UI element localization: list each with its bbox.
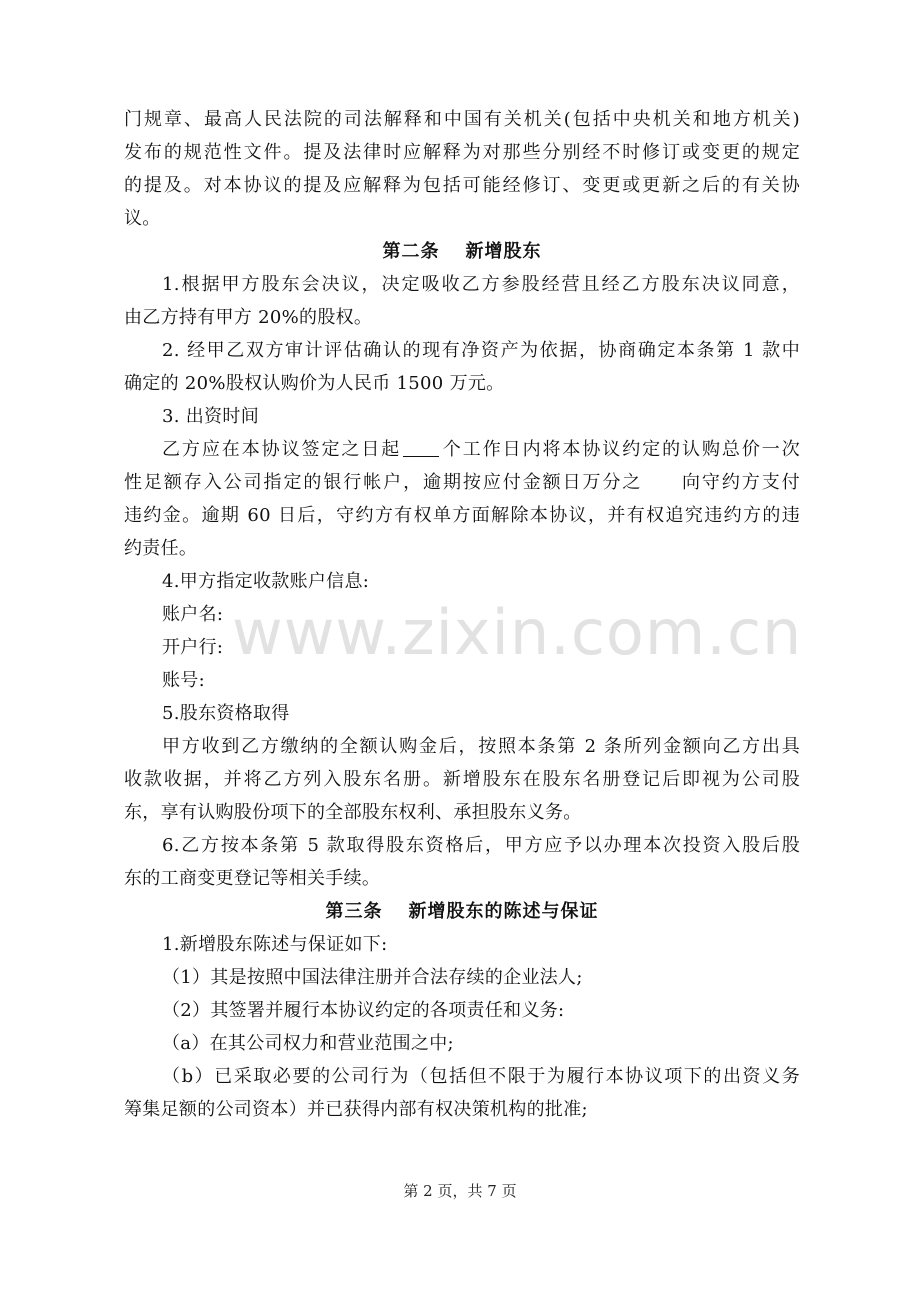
clause-2-3-line: 违约金。逾期 60 日后，守约方有权单方面解除本协议，并有权追究违约方的违 bbox=[124, 505, 800, 526]
clause-3-1-subitem: （a）在其公司权力和营业范围之中; bbox=[162, 1033, 454, 1054]
text-line: 议。 bbox=[124, 208, 161, 229]
article-title: 新增股东的陈述与保证 bbox=[408, 901, 599, 922]
clause-2-6-line: 东的工商变更登记等相关手续。 bbox=[124, 868, 381, 889]
clause-3-1-subitem: （b）已采取必要的公司行为（包括但不限于为履行本协议项下的出资义务 bbox=[162, 1066, 800, 1087]
clause-2-5-line: 收款收据，并将乙方列入股东名册。新增股东在股东名册登记后即视为公司股 bbox=[124, 769, 800, 790]
article-title: 新增股东 bbox=[465, 241, 542, 262]
clause-2-4-title: 4.甲方指定收款账户信息: bbox=[162, 571, 370, 592]
clause-2-3-line: 约责任。 bbox=[124, 538, 198, 559]
clause-2-5-line: 甲方收到乙方缴纳的全额认购金后，按照本条第 2 条所列金额向乙方出具 bbox=[162, 736, 800, 757]
text-segment: 向守约方支付 bbox=[680, 472, 800, 493]
text-line: 门规章、最高人民法院的司法解释和中国有关机关(包括中央机关和地方机关) bbox=[124, 109, 800, 130]
account-name-label: 账户名: bbox=[162, 604, 224, 625]
text-line: 发布的规范性文件。提及法律时应解释为对那些分别经不时修订或变更的规定 bbox=[124, 142, 800, 163]
clause-2-1-line: 1.根据甲方股东会决议，决定吸收乙方参股经营且经乙方股东决议同意， bbox=[162, 274, 800, 295]
clause-2-3-title: 3. 出资时间 bbox=[162, 406, 259, 427]
text-segment: 乙方应在本协议签定之日起 bbox=[162, 439, 402, 460]
clause-2-3-line bbox=[124, 433, 800, 466]
article-2-heading bbox=[124, 235, 800, 268]
clause-2-1-line: 由乙方持有甲方 20%的股权。 bbox=[124, 307, 373, 328]
article-number: 第三条 bbox=[325, 901, 383, 922]
clause-2-5-line: 东，享有认购股份项下的全部股东权利、承担股东义务。 bbox=[124, 802, 582, 823]
watermark: www.zixin.com.cn bbox=[232, 596, 803, 669]
article-3-heading bbox=[124, 895, 800, 928]
document-body bbox=[124, 103, 803, 1126]
clause-2-3-line bbox=[124, 466, 800, 499]
text-segment: 性足额存入公司指定的银行帐户，逾期按应付金额日万分之 bbox=[124, 472, 643, 493]
clause-3-1-item: （1）其是按照中国法律注册并合法存续的企业法人; bbox=[162, 967, 583, 988]
account-number-label: 账号: bbox=[162, 670, 205, 691]
clause-3-1-item: （2）其签署并履行本协议约定的各项责任和义务: bbox=[162, 1000, 565, 1021]
clause-2-5-title: 5.股东资格取得 bbox=[162, 703, 290, 724]
clause-3-1-title: 1.新增股东陈述与保证如下: bbox=[162, 934, 388, 955]
page-footer: 第 2 页，共 7 页 bbox=[403, 1182, 517, 1200]
article-number: 第二条 bbox=[382, 241, 440, 262]
text-segment: 个工作日内将本协议约定的认购总价一次 bbox=[441, 439, 800, 460]
clause-2-2-line: 确定的 20%股权认购价为人民币 1500 万元。 bbox=[124, 373, 505, 394]
clause-3-1-subitem: 筹集足额的公司资本）并已获得内部有权决策机构的批准; bbox=[124, 1099, 588, 1120]
text-line: 的提及。对本协议的提及应解释为包括可能经修订、变更或更新之后的有关协 bbox=[124, 175, 800, 196]
clause-2-2-line: 2. 经甲乙双方审计评估确认的现有净资产为依据，协商确定本条第 1 款中 bbox=[162, 340, 800, 361]
fill-in-blank bbox=[403, 438, 439, 457]
bank-label: 开户行: bbox=[162, 637, 224, 658]
clause-2-6-line: 6.乙方按本条第 5 款取得股东资格后，甲方应予以办理本次投资入股后股 bbox=[162, 835, 800, 856]
